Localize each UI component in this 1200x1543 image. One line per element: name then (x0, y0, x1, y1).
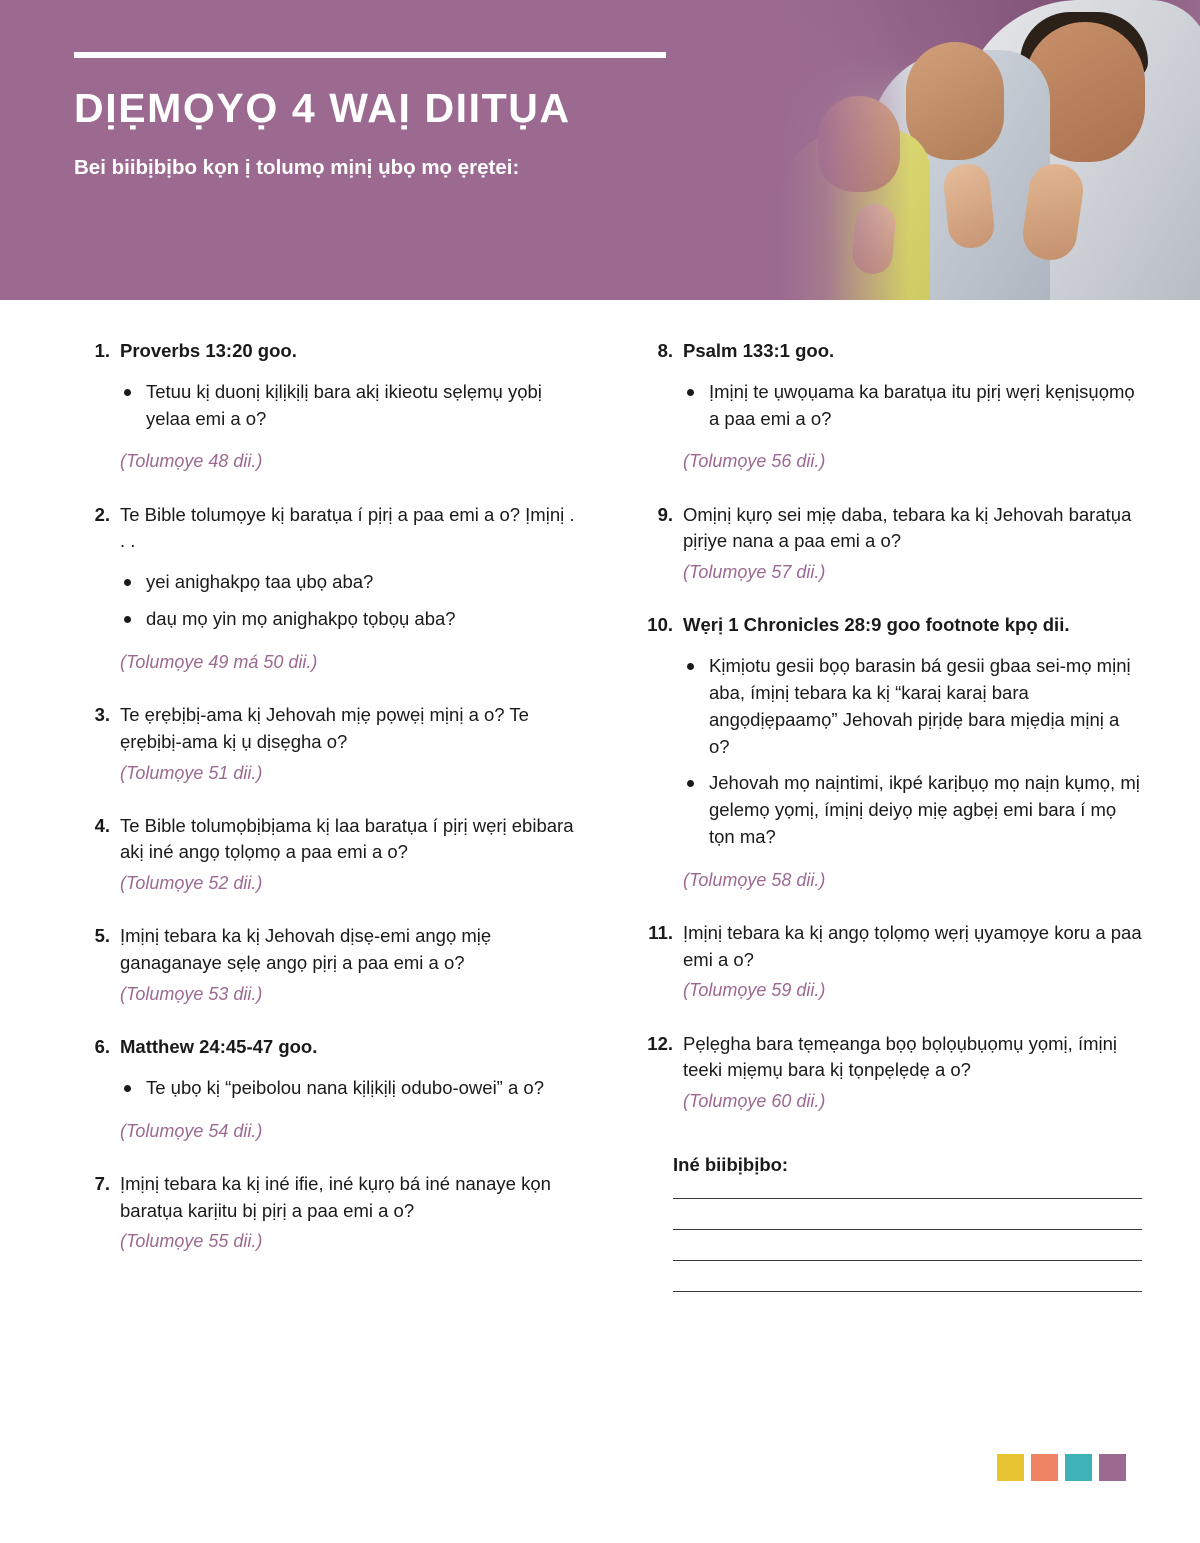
list-item (637, 1031, 1142, 1115)
item-number: 3. (94, 703, 110, 725)
list-item (74, 1171, 579, 1255)
item-reference: (Tolumọye 55 dii.) (120, 1231, 263, 1252)
item-reference: (Tolumọye 54 dii.) (120, 1120, 263, 1141)
item-reference: (Tolumọye 51 dii.) (120, 762, 263, 783)
item-text: Proverbs 13:20 goo. (120, 340, 297, 361)
item-number: 11. (648, 921, 673, 943)
question-list-right (637, 338, 1142, 1114)
bullet-item: Tetuu kị duonị kịlịkịlị bara akị ikieotu sẹlẹmụ yọbị yelaa emi a o? (120, 379, 579, 433)
notes-line[interactable] (673, 1291, 1142, 1292)
item-reference: (Tolumọye 56 dii.) (683, 451, 826, 472)
right-column (637, 338, 1142, 1322)
swatch-teal (1065, 1454, 1092, 1481)
item-number: 5. (94, 925, 110, 947)
illustration-figure-mother-head (906, 42, 1004, 160)
item-text: Matthew 24:45-47 goo. (120, 1036, 318, 1058)
item-reference: (Tolumọye 53 dii.) (120, 983, 263, 1004)
page-content (0, 300, 1200, 1322)
item-reference: (Tolumọye 52 dii.) (120, 873, 263, 894)
item-reference: (Tolumọye 59 dii.) (683, 980, 826, 1001)
bullet-item: Jehovah mọ naịntimi, ikpé karịbụọ mọ naịn kụmọ, mị gelemọ yọmị, ímịnị deiyọ mịẹ agbẹị emi bara í mọ tọn ma? (683, 770, 1142, 850)
item-text: Omịnị kụrọ sei mịẹ daba, tebara ka kị Jehovah baratụa pịrịye nana a paa emi a o? (683, 503, 1132, 552)
list-item (637, 920, 1142, 1004)
item-number: 12. (647, 1032, 673, 1054)
bullet-item: Ịmịnị te ụwọụama ka baratụa itu pịrị wẹrị kẹnịsụọmọ a paa emi a o? (683, 379, 1142, 433)
two-column-layout (0, 338, 1200, 1322)
list-item (637, 612, 1142, 893)
question-list-left (74, 338, 579, 1254)
bullet-item: Kịmịotu gesii bọọ barasin bá gesii gbaa sei-mọ mịnị aba, ímịnị tebara ka kị “karaị karaị bara angọdịẹpaamọ” Jehovah pịrịdẹ bara mịẹdịa mịnị a o? (683, 653, 1142, 760)
page-title: DỊẸMỌYỌ 4 WAỊ DIITỤA (74, 85, 571, 131)
item-number: 7. (94, 1172, 110, 1194)
swatch-salmon (1031, 1454, 1058, 1481)
item-text: Wẹrị 1 Chronicles 28:9 goo footnote kpọ dii. (683, 614, 1070, 636)
item-text: Te Bible tolumọbịbịama kị laa baratụa í pịrị wẹrị ebibara akị iné angọ tọlọmọ a paa emi a o? (120, 814, 574, 863)
list-item (74, 702, 579, 786)
item-number: 8. (657, 340, 673, 361)
bullet-item: yei anighakpọ taa ụbọ aba? (120, 569, 579, 596)
notes-writing-area[interactable] (673, 1198, 1142, 1292)
header-text-block (74, 52, 754, 183)
item-bullets (120, 1075, 579, 1102)
item-number: 2. (94, 503, 110, 525)
item-reference: (Tolumọye 49 má 50 dii.) (120, 651, 318, 672)
swatch-purple (1099, 1454, 1126, 1481)
item-text: Ịmịnị tebara ka kị angọ tọlọmọ wẹrị ụyamọye koru a paa emi a o? (683, 921, 1142, 970)
notes-line[interactable] (673, 1260, 1142, 1261)
header-rule (74, 52, 666, 58)
item-text: Pẹlẹgha bara tẹmẹanga bọọ bọlọụbụọmụ yọmị, ímịnị teeki mịẹmụ bara kị tọnpẹlẹdẹ a o? (683, 1032, 1118, 1081)
list-item (637, 338, 1142, 475)
bullet-item: daụ mọ yin mọ anighakpọ tọbọụ aba? (120, 606, 579, 633)
item-reference: (Tolumọye 57 dii.) (683, 562, 826, 583)
list-item (74, 502, 579, 675)
list-item (74, 923, 579, 1007)
item-text: Ịmịnị tebara ka kị Jehovah dịsẹ-emi angọ mịẹ ganaganaye sẹlẹ angọ pịrị a paa emi a o? (120, 925, 492, 974)
illustration-fade-overlay (780, 0, 910, 300)
notes-line[interactable] (673, 1229, 1142, 1230)
notes-heading: Iné biibịbịbo: (673, 1154, 789, 1176)
page-header (0, 0, 1200, 300)
item-text: Te ẹrẹbịbị-ama kị Jehovah mịẹ pọwẹị mịnị a o? Te ẹrẹbịbị-ama kị ụ dịsẹgha o? (120, 703, 529, 752)
left-column (74, 338, 579, 1322)
swatch-yellow (997, 1454, 1024, 1481)
item-number: 6. (94, 1036, 110, 1058)
item-reference: (Tolumọye 60 dii.) (683, 1091, 826, 1112)
item-text: Te Bible tolumọye kị baratụa í pịrị a paa emi a o? Ịmịnị . . . (120, 503, 575, 552)
bullet-item: Te ụbọ kị “peibolou nana kịlịkịlị odubo-owei” a o? (120, 1075, 579, 1102)
list-item (637, 502, 1142, 586)
page-subtitle: Bei biibịbịbo kọn ị tolumọ mịnị ụbọ mọ ẹrẹtei: (74, 156, 520, 180)
item-bullets (120, 569, 579, 633)
item-text: Ịmịnị tebara ka kị iné ifie, iné kụrọ bá iné nanaye kọn baratụa karịitu bị pịrị a paa emi a o? (120, 1172, 551, 1221)
footer-color-swatches (997, 1454, 1126, 1481)
list-item (74, 813, 579, 897)
item-number: 1. (94, 340, 110, 361)
item-reference: (Tolumọye 48 dii.) (120, 451, 263, 472)
item-number: 4. (94, 814, 110, 836)
list-item (74, 1034, 579, 1144)
item-text: Psalm 133:1 goo. (683, 340, 835, 361)
item-number: 9. (657, 503, 673, 525)
notes-line[interactable] (673, 1198, 1142, 1199)
list-item (74, 338, 579, 475)
item-bullets (683, 379, 1142, 433)
family-praying-illustration (780, 0, 1200, 300)
item-bullets (683, 653, 1142, 851)
item-bullets (120, 379, 579, 433)
item-reference: (Tolumọye 58 dii.) (683, 869, 826, 890)
item-number: 10. (647, 614, 673, 636)
